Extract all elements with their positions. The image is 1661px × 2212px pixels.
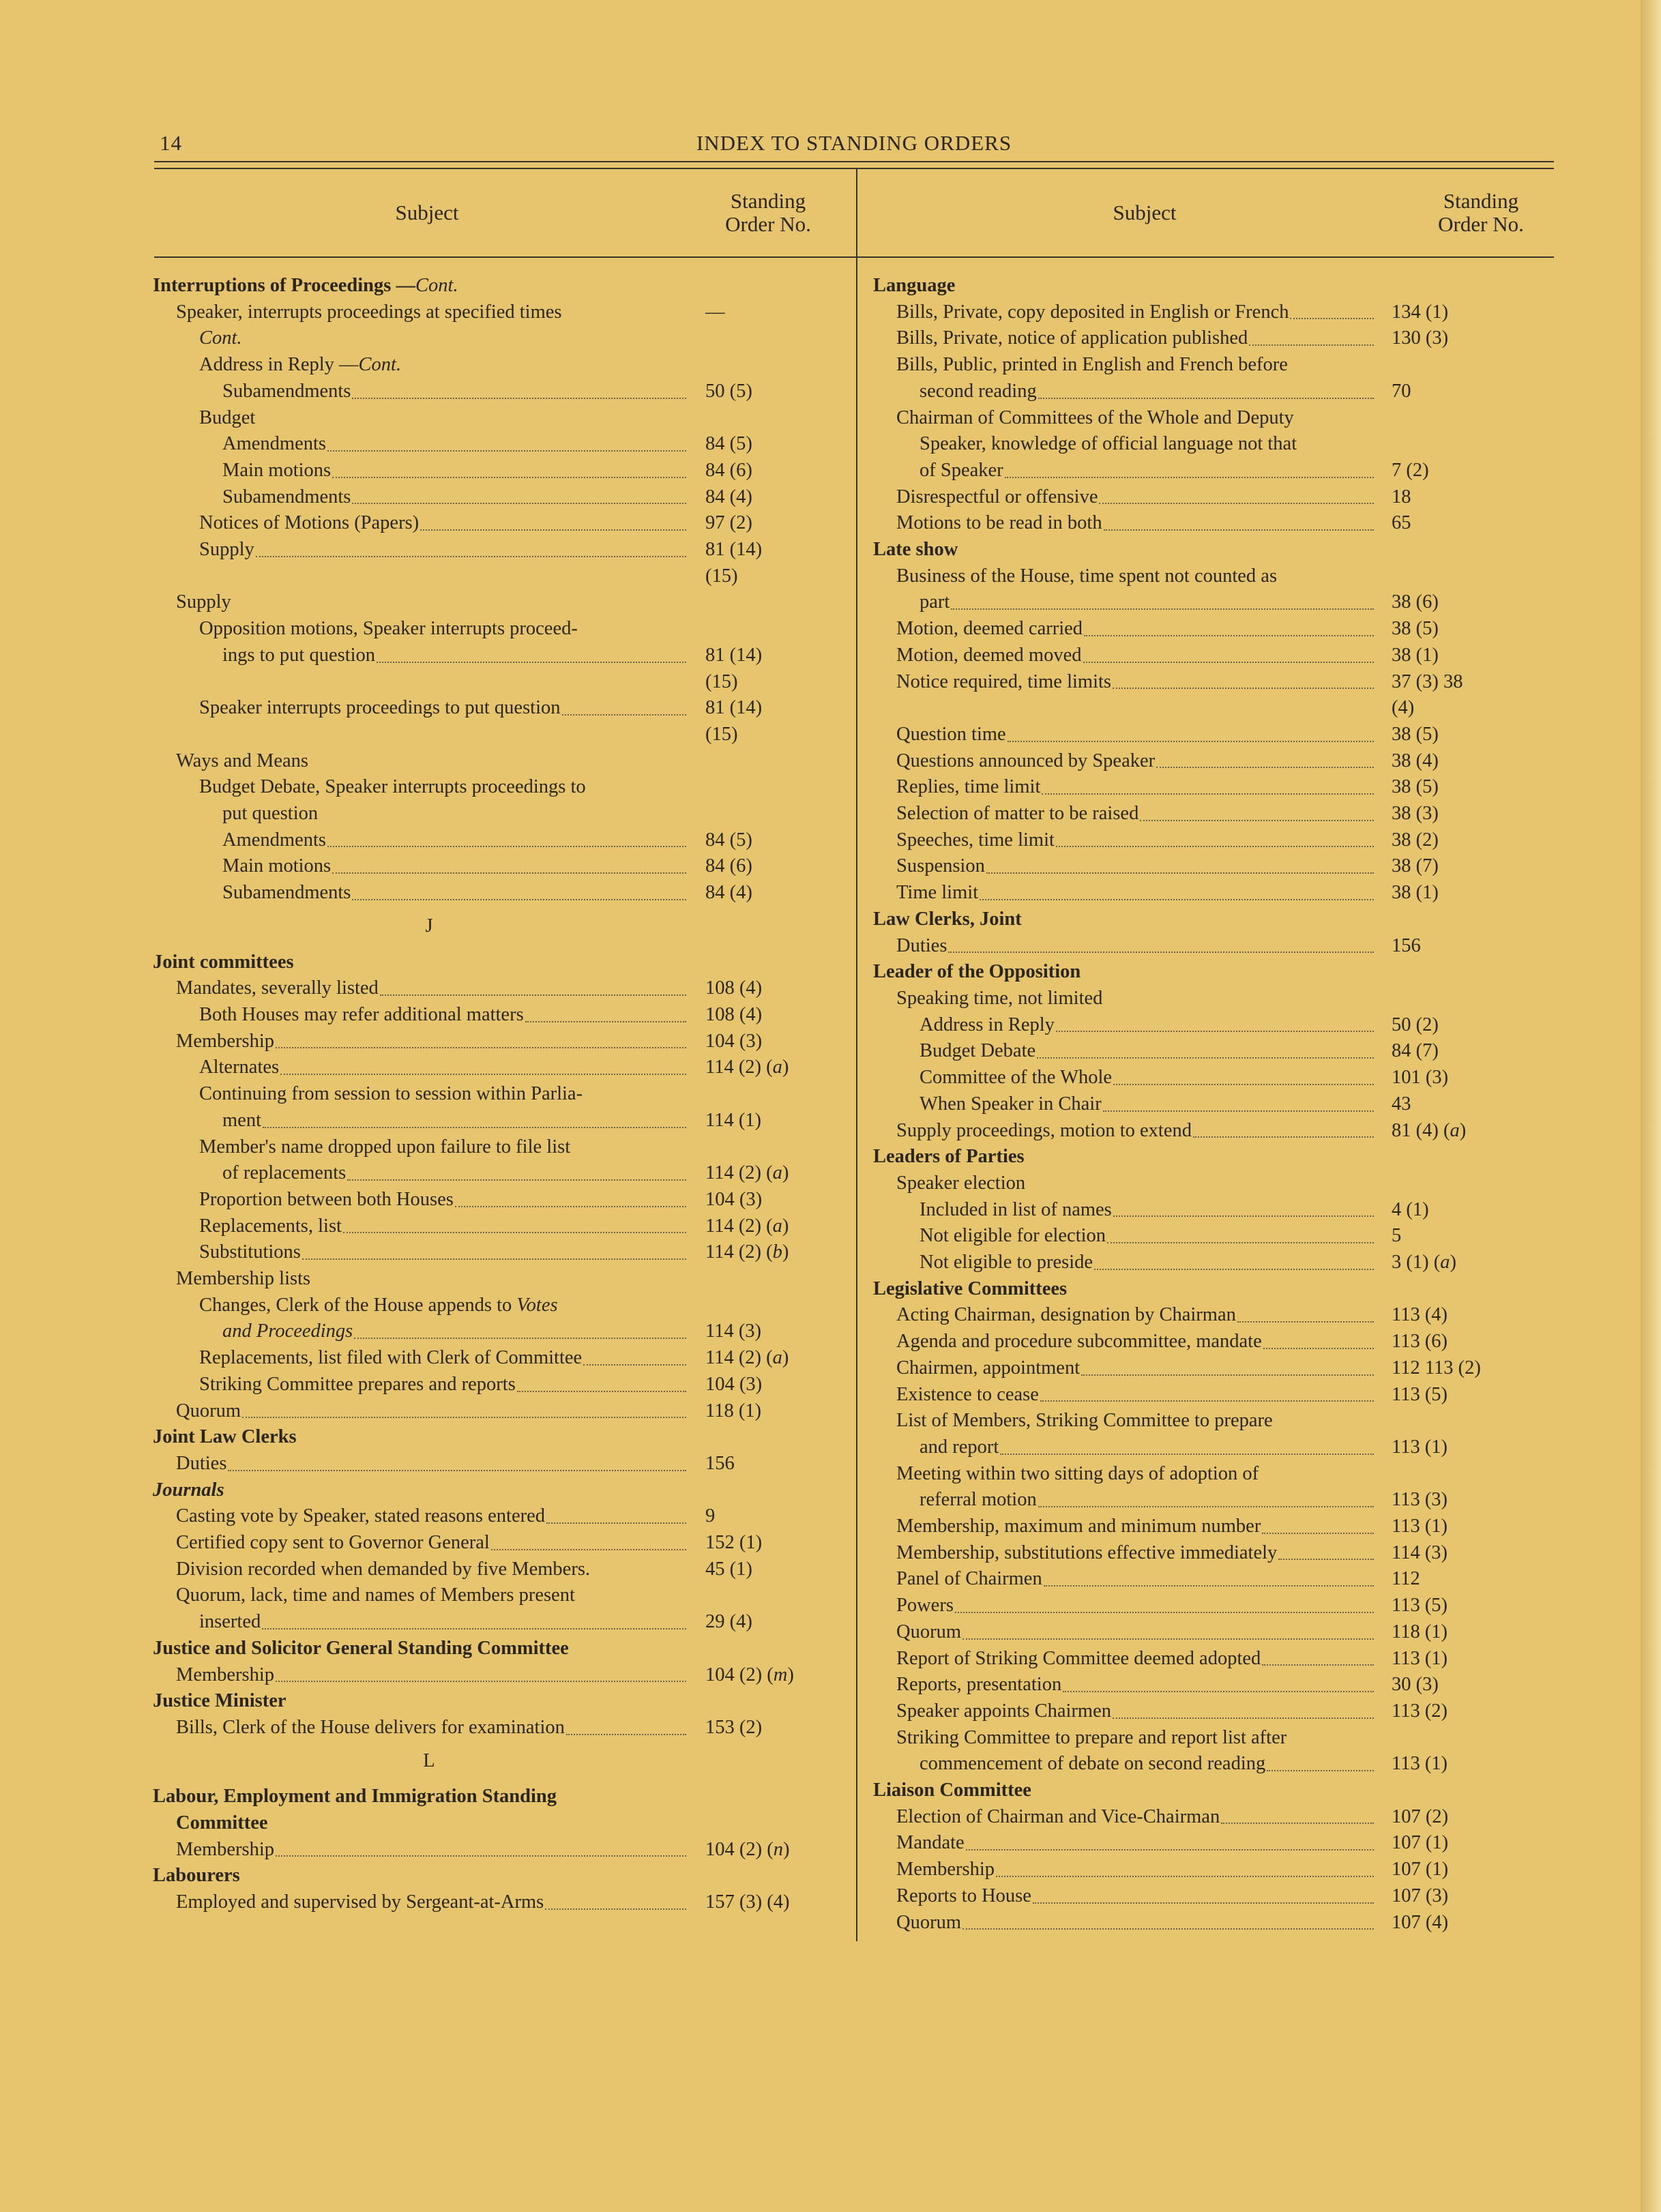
- index-entry: Existence to cease 113 (5): [896, 1383, 1448, 1405]
- index-heading: Joint committees: [153, 951, 294, 973]
- index-entry: ment 114 (1): [222, 1109, 762, 1131]
- index-entry: Quorum 118 (1): [896, 1621, 1448, 1642]
- index-entry: Suspension 38 (7): [896, 855, 1439, 877]
- left-index-column: [153, 273, 835, 1916]
- index-entry: ings to put question 81 (14): [222, 644, 763, 666]
- index-entry: part 38 (6): [920, 591, 1439, 613]
- index-entry: Membership 104 (2) (m): [176, 1664, 794, 1685]
- index-entry: Amendments 84 (5): [222, 829, 752, 851]
- running-title: INDEX TO STANDING ORDERS: [696, 131, 1012, 155]
- index-entry: Reports to House 107 (3): [896, 1885, 1449, 1906]
- index-heading: Justice Minister: [153, 1690, 286, 1712]
- index-entry: Speaker, interrupts proceedings at specified times —: [176, 301, 725, 323]
- index-entry: Membership lists: [176, 1268, 311, 1290]
- index-entry: Report of Striking Committee deemed adopted 113 (1): [896, 1647, 1448, 1669]
- index-entry: inserted 29 (4): [199, 1611, 752, 1633]
- index-entry: Striking Committee prepares and reports 104 (3): [199, 1373, 763, 1395]
- index-heading: Interruptions of Proceedings —Cont.: [153, 275, 458, 296]
- index-entry: Casting vote by Speaker, stated reasons entered 9: [176, 1505, 716, 1527]
- index-entry: Membership 107 (1): [896, 1859, 1449, 1881]
- index-entry: Budget: [199, 407, 256, 428]
- index-entry: Election of Chairman and Vice-Chairman 107 (2): [896, 1805, 1449, 1827]
- right-subject-header: Subject: [1113, 200, 1177, 224]
- index-entry: Included in list of names 4 (1): [920, 1198, 1429, 1220]
- index-entry: Main motions 84 (6): [222, 459, 752, 481]
- index-entry: Reports, presentation 30 (3): [896, 1674, 1439, 1696]
- index-entry: Motion, deemed carried 38 (5): [896, 618, 1439, 640]
- index-entry: Continuing from session to session within Parlia-: [199, 1083, 583, 1105]
- index-entry: Duties 156: [176, 1452, 735, 1474]
- index-heading: Journals: [153, 1479, 224, 1501]
- index-entry: Panel of Chairmen 112: [896, 1568, 1420, 1590]
- header-rule: [154, 161, 1554, 162]
- index-entry: Supply: [176, 591, 231, 613]
- index-entry: List of Members, Striking Committee to prepare: [896, 1410, 1273, 1432]
- index-entry: Quorum, lack, time and names of Members present: [176, 1584, 575, 1606]
- index-heading: Leaders of Parties: [873, 1146, 1025, 1168]
- index-entry: Replacements, list 114 (2) (a): [199, 1215, 789, 1237]
- index-entry: second reading 70: [920, 380, 1411, 402]
- index-entry: Employed and supervised by Sergeant-at-Arms 157 (3) (4): [176, 1891, 790, 1913]
- index-entry: Budget Debate, Speaker interrupts proceedings to: [199, 776, 586, 798]
- index-entry: Acting Chairman, designation by Chairman 113 (4): [896, 1304, 1448, 1326]
- index-heading: Liaison Committee: [873, 1780, 1031, 1801]
- index-entry: Supply proceedings, motion to extend 81 (4) (a): [896, 1119, 1467, 1141]
- index-entry: Meeting within two sitting days of adoption of: [896, 1462, 1259, 1484]
- index-entry-cont: (15): [705, 670, 738, 692]
- index-entry-cont: (15): [705, 565, 738, 587]
- index-heading: Late show: [873, 539, 958, 561]
- index-entry: Time limit 38 (1): [896, 882, 1439, 904]
- index-entry: Changes, Clerk of the House appends to Votes: [199, 1294, 558, 1316]
- index-entry: Address in Reply 50 (2): [920, 1014, 1439, 1035]
- index-entry: Bills, Public, printed in English and French before: [896, 354, 1288, 376]
- index-entry: Main motions 84 (6): [222, 855, 752, 877]
- index-heading: Leader of the Opposition: [873, 961, 1081, 983]
- index-entry: and Proceedings 114 (3): [222, 1321, 762, 1342]
- index-entry-cont: (4): [1392, 697, 1415, 719]
- index-heading: Joint Law Clerks: [153, 1426, 297, 1448]
- index-entry: put question: [222, 803, 319, 825]
- index-entry: and report 113 (1): [920, 1436, 1448, 1458]
- index-entry: Quorum 107 (4): [896, 1911, 1449, 1933]
- index-entry: Budget Debate 84 (7): [920, 1040, 1439, 1062]
- index-entry: Opposition motions, Speaker interrupts proceed-: [199, 618, 578, 640]
- index-entry: Membership 104 (3): [176, 1030, 763, 1052]
- index-entry: Question time 38 (5): [896, 723, 1439, 745]
- index-heading: Justice and Solicitor General Standing Committee: [153, 1637, 569, 1659]
- index-entry: Alternates 114 (2) (a): [199, 1057, 789, 1078]
- index-entry: Speaker appoints Chairmen 113 (2): [896, 1700, 1448, 1722]
- index-entry: commencement of debate on second reading 113 (1): [920, 1753, 1448, 1775]
- index-entry: of Speaker 7 (2): [920, 459, 1429, 481]
- index-entry: Committee of the Whole 101 (3): [920, 1067, 1449, 1089]
- index-entry: Bills, Private, notice of application published 130 (3): [896, 327, 1449, 349]
- index-entry: Replies, time limit 38 (5): [896, 776, 1439, 798]
- index-entry: Duties 156: [896, 934, 1421, 956]
- index-entry: Chairmen, appointment 112 113 (2): [896, 1357, 1481, 1378]
- index-entry: Subamendments 84 (4): [222, 882, 752, 904]
- index-entry: Selection of matter to be raised 38 (3): [896, 803, 1439, 825]
- index-entry: Amendments 84 (5): [222, 433, 752, 455]
- index-heading: Committee: [176, 1812, 268, 1834]
- index-entry: Replacements, list filed with Clerk of Committee 114 (2) (a): [199, 1347, 789, 1369]
- index-entry: Motion, deemed moved 38 (1): [896, 644, 1439, 666]
- index-entry: Subamendments 84 (4): [222, 486, 752, 507]
- index-entry: Questions announced by Speaker 38 (4): [896, 750, 1439, 771]
- index-entry: Proportion between both Houses 104 (3): [199, 1188, 763, 1210]
- index-entry: Bills, Clerk of the House delivers for examination 153 (2): [176, 1716, 763, 1738]
- index-entry: Agenda and procedure subcommittee, mandate 113 (6): [896, 1331, 1448, 1353]
- page-number: 14: [160, 131, 182, 155]
- index-entry: Quorum 118 (1): [176, 1400, 762, 1421]
- section-letter-l: L: [423, 1750, 435, 1771]
- page-header: [154, 128, 1554, 158]
- index-entry: Substitutions 114 (2) (b): [199, 1241, 789, 1263]
- index-heading: Law Clerks, Joint: [873, 908, 1022, 930]
- index-entry: Mandate 107 (1): [896, 1832, 1449, 1854]
- index-entry: Membership, maximum and minimum number 113 (1): [896, 1516, 1448, 1537]
- index-entry: Chairman of Committees of the Whole and Deputy: [896, 407, 1294, 428]
- index-entry: Disrespectful or offensive 18: [896, 486, 1411, 507]
- index-entry: Business of the House, time spent not counted as: [896, 565, 1278, 587]
- index-entry: Membership 104 (2) (n): [176, 1838, 790, 1860]
- index-heading: Labour, Employment and Immigration Standing: [153, 1786, 557, 1808]
- index-entry: referral motion 113 (3): [920, 1489, 1448, 1511]
- index-heading: Labourers: [153, 1865, 240, 1887]
- index-entry: Supply 81 (14): [199, 539, 763, 561]
- index-entry: Division recorded when demanded by five Members. 45 (1): [176, 1558, 752, 1580]
- index-entry: Member's name dropped upon failure to file list: [199, 1136, 571, 1157]
- right-order-header: Standing Order No.: [1438, 188, 1524, 236]
- left-subject-header: Subject: [395, 200, 459, 224]
- index-entry: Striking Committee to prepare and report list after: [896, 1726, 1287, 1748]
- index-entry: Notices of Motions (Papers) 97 (2): [199, 512, 752, 534]
- index-entry: Address in Reply —Cont.: [199, 354, 402, 376]
- index-entry: Certified copy sent to Governor General 152 (1): [176, 1532, 763, 1554]
- index-entry: Notice required, time limits 37 (3) 38: [896, 670, 1463, 692]
- index-entry: Both Houses may refer additional matters 108 (4): [199, 1003, 763, 1025]
- index-entry: Not eligible for election 5: [920, 1225, 1402, 1247]
- index-entry: Subamendments 50 (5): [222, 380, 752, 402]
- section-letter-j: J: [425, 915, 433, 937]
- column-divider: [856, 169, 857, 1941]
- index-heading: Legislative Committees: [873, 1278, 1068, 1299]
- index-entry: Speaker election: [896, 1172, 1026, 1194]
- index-entry: Not eligible to preside 3 (1) (a): [920, 1252, 1456, 1273]
- index-entry: Speaker, knowledge of official language not that: [920, 433, 1297, 455]
- index-entry: Powers 113 (5): [896, 1595, 1448, 1617]
- index-entry: Mandates, severally listed 108 (4): [176, 977, 763, 999]
- index-entry: Speaking time, not limited: [896, 987, 1103, 1009]
- right-index-column: [873, 273, 1528, 1936]
- index-entry: Speaker interrupts proceedings to put question 81 (14): [199, 697, 763, 719]
- left-order-header: Standing Order No.: [725, 188, 811, 236]
- index-entry: Bills, Private, copy deposited in English or French 134 (1): [896, 301, 1449, 323]
- index-entry: Membership, substitutions effective immediately 114 (3): [896, 1542, 1448, 1563]
- index-entry: Speeches, time limit 38 (2): [896, 829, 1439, 851]
- index-entry: Ways and Means: [176, 750, 308, 771]
- page-edge: [1641, 0, 1661, 2212]
- column-header-rule: [154, 256, 1554, 258]
- index-entry: of replacements 114 (2) (a): [222, 1162, 789, 1184]
- index-entry-cont: (15): [705, 723, 738, 745]
- index-entry: When Speaker in Chair 43: [920, 1093, 1411, 1115]
- index-entry: Cont.: [199, 327, 242, 349]
- index-heading: Language: [873, 275, 956, 296]
- index-entry: Motions to be read in both 65: [896, 512, 1411, 534]
